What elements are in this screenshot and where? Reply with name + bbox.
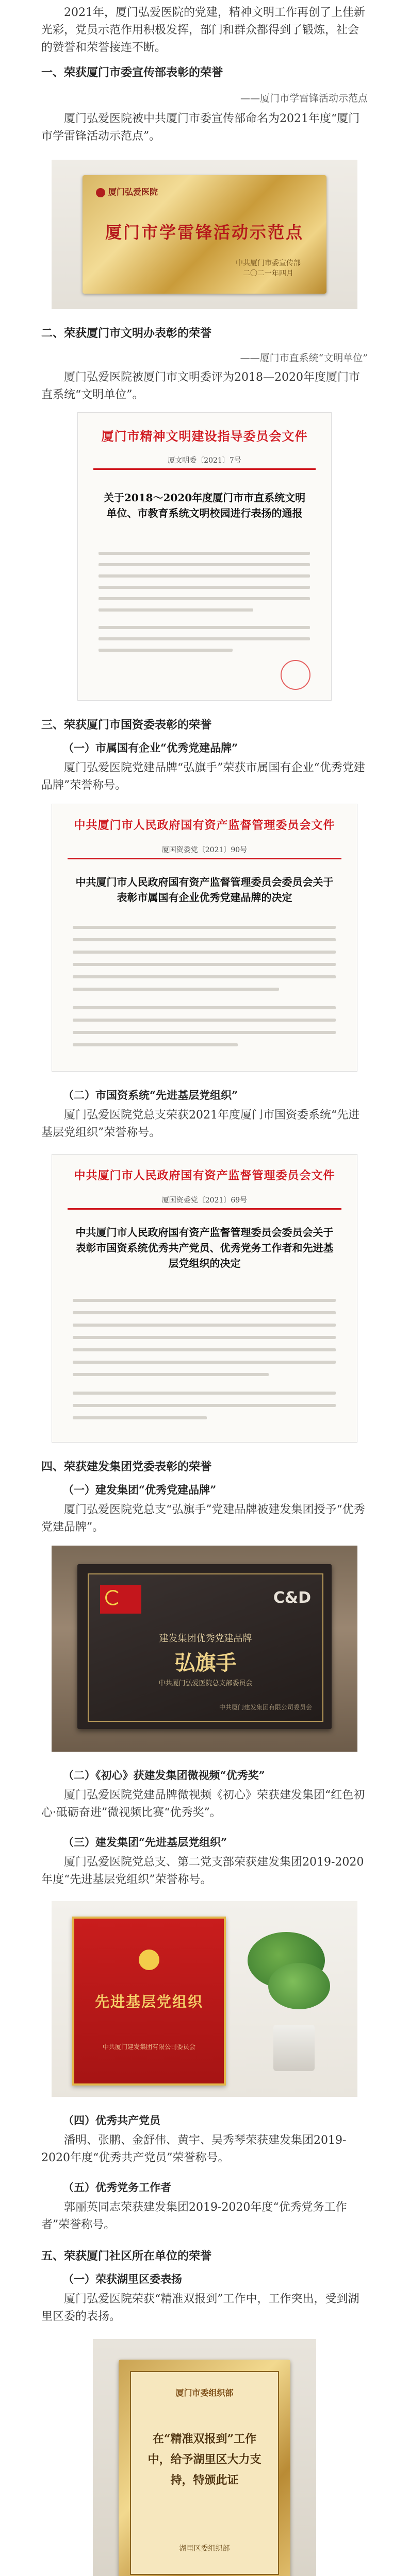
brand-logo: C&D: [273, 1589, 311, 1607]
section-4-text-5: 郭丽英同志荣获建发集团2019-2020年度“优秀党务工作者”荣誉称号。: [41, 2201, 347, 2231]
banner-org: 中共厦门建发集团有限公司委员会: [102, 2043, 195, 2050]
plant-decoration: [237, 1922, 340, 2076]
document-3-2-title: 中共厦门市人民政府国有资产监督管理委员会委员会关于表彰市国资系统优秀共产党员、优秀党务工作者和先进基层党组织的决定: [75, 1226, 334, 1269]
section-3-sub-1: （一）市属国有企业“优秀党建品牌”: [63, 741, 238, 754]
section-4-text-1: 厦门弘爱医院党总支“弘旗手”党建品牌被建发集团授予“优秀党建品牌”。: [41, 1503, 365, 1534]
intro-paragraph: 2021年，厦门弘爱医院的党建，精神文明工作再创了上佳新光彩，党员示范作用积极发挥，部门和群众都得到了锻炼，社会的赞誉和荣誉接连不断。: [41, 6, 365, 54]
certificate-header: 厦门市委组织部: [175, 2388, 234, 2398]
document-3-1-title: 中共厦门市人民政府国有资产监督管理委员会委员会关于表彰市属国有企业优秀党建品牌的决定: [75, 876, 334, 904]
plaque-main-text: 厦门市学雷锋活动示范点: [105, 223, 304, 242]
section-4-sub-5: （五）优秀党务工作者: [63, 2181, 171, 2194]
plaque-2-line-1: 建发集团优秀党建品牌: [159, 1633, 252, 1644]
gold-plaque: [83, 175, 326, 294]
section-4-sub-2: （二）《初心》获建发集团微视频“优秀奖”: [63, 1769, 265, 1782]
section-3-title: 三、荣获厦门市国资委表彰的荣誉: [41, 718, 212, 732]
section-1-text: 厦门弘爱医院被中共厦门市委宣传部命名为2021年度“厦门市学雷锋活动示范点”。: [41, 112, 360, 143]
section-2-text: 厦门弘爱医院被厦门市文明委评为2018—2020年度厦门市直系统“文明单位”。: [41, 371, 360, 401]
certificate-org: 湖里区委组织部: [179, 2545, 230, 2553]
official-seal-icon: [281, 660, 310, 690]
plaque-2-issuer: 中共厦门建发集团有限公司委员会: [219, 1704, 312, 1711]
plaque-issuer: 中共厦门市委宣传部 二〇二一年四月: [236, 259, 301, 278]
document-2: [77, 412, 332, 701]
banner-title: 先进基层党组织: [94, 1993, 203, 2010]
section-2-caption: ——厦门市直系统“文明单位”: [240, 352, 368, 364]
award-plaque-photo-1: [52, 160, 357, 309]
award-plaque-photo-3: [93, 2339, 316, 2576]
document-3-2: [52, 1154, 357, 1443]
section-1-title: 一、荣获厦门市委宣传部表彰的荣誉: [41, 66, 223, 79]
document-2-red-rule: [93, 468, 316, 470]
award-plaque-photo-2: [52, 1546, 357, 1752]
plaque-2-name: 弘旗手: [174, 1651, 237, 1675]
document-3-2-number: 厦国资委党〔2021〕69号: [161, 1196, 248, 1205]
document-3-1-header: 中共厦门市人民政府国有资产监督管理委员会文件: [74, 819, 335, 832]
brand-plaque: [77, 1564, 332, 1729]
document-3-1-red-rule: [68, 858, 341, 859]
section-4-text-3: 厦门弘爱医院党总支、第二党支部荣获建发集团2019-2020年度“先进基层党组织”荣誉称号。: [41, 1856, 364, 1886]
section-5-sub-1: （一）荣获湖里区委表扬: [63, 2273, 182, 2285]
document-2-header: 厦门市精神文明建设指导委员会文件: [101, 429, 308, 444]
section-4-sub-4: （四）优秀共产党员: [63, 2114, 160, 2127]
section-4-text-2: 厦门弘爱医院党建品牌微视频《初心》荣获建发集团“红色初心·砥砺奋进”微视频比赛“优秀奖”。: [41, 1789, 365, 1819]
document-3-2-header: 中共厦门市人民政府国有资产监督管理委员会文件: [74, 1169, 335, 1182]
section-5-text-1: 厦门弘爱医院荣获“精准双报到”工作中，工作突出，受到湖里区委的表扬。: [41, 2293, 359, 2323]
section-4-text-4: 潘明、张鹏、金舒伟、黄宇、吴秀琴荣获建发集团2019-2020年度“优秀共产党员”荣誉称号。: [41, 2134, 347, 2164]
red-banner: [72, 1917, 226, 2086]
section-3-text-1: 厦门弘爱医院党建品牌“弘旗手”荣获市属国有企业“优秀党建品牌”荣誉称号。: [41, 761, 365, 792]
section-4-sub-3: （三）建发集团“先进基层党组织”: [63, 1836, 227, 1849]
section-3-text-2: 厦门弘爱医院党总支荣获2021年度厦门市国资委系统“先进基层党组织”荣誉称号。: [41, 1109, 360, 1139]
document-2-title: 关于2018～2020年度厦门市市直系统文明单位、市教育系统文明校园进行表扬的通报: [103, 492, 306, 519]
section-4-title: 四、荣获建发集团党委表彰的荣誉: [41, 1460, 212, 1473]
document-2-number: 厦文明委〔2021〕7号: [168, 456, 241, 465]
document-3-2-red-rule: [68, 1208, 341, 1210]
document-3-1: [52, 804, 357, 1072]
party-flag-icon: [100, 1585, 141, 1614]
certificate-plaque: [119, 2360, 290, 2576]
section-4-sub-1: （一）建发集团“优秀党建品牌”: [63, 1483, 217, 1496]
party-emblem-icon: [139, 1950, 159, 1970]
section-3-sub-2: （二）市国资系统“先进基层党组织”: [63, 1089, 238, 1101]
hospital-logo-icon: [96, 188, 105, 197]
section-5-title: 五、荣获厦门社区所在单位的荣誉: [41, 2249, 212, 2263]
plaque-logo-label: 厦门弘爱医院: [96, 185, 158, 197]
certificate-text: 在“精准双报到”工作中，给予湖里区大力支持，特颁此证: [148, 2432, 261, 2487]
document-3-1-number: 厦国资委党〔2021〕90号: [161, 846, 248, 854]
award-banner-photo: [52, 1901, 357, 2097]
section-2-title: 二、荣获厦门市文明办表彰的荣誉: [41, 327, 212, 340]
plaque-2-org: 中共厦门弘爱医院总支部委员会: [158, 1680, 253, 1687]
section-1-caption: ——厦门市学雷锋活动示范点: [240, 93, 368, 104]
